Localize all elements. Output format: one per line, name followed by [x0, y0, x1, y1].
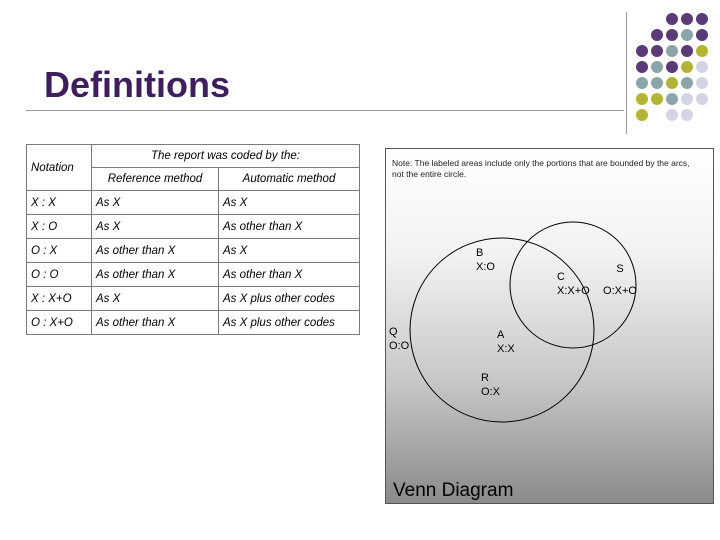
- region-r-code: O:X: [481, 386, 500, 398]
- region-b-code: X:O: [476, 261, 495, 273]
- page-title: Definitions: [44, 64, 230, 105]
- cell-reference: As other than X: [92, 263, 219, 287]
- venn-caption: Venn Diagram: [393, 480, 514, 501]
- cell-automatic: As other than X: [219, 263, 360, 287]
- region-q-label: [389, 325, 409, 353]
- header-automatic: Automatic method: [219, 168, 360, 191]
- region-q-code: O:O: [389, 340, 410, 352]
- region-a-letter: A: [497, 329, 505, 341]
- venn-note: Note: The labeled areas include only the portions that are bounded by the arcs, not the entire circle.: [392, 158, 690, 179]
- cell-automatic: As X: [219, 239, 360, 263]
- cell-reference: As X: [92, 191, 219, 215]
- region-c-label: [557, 270, 590, 298]
- header-notation: Notation: [27, 145, 92, 191]
- cell-reference: As X: [92, 287, 219, 311]
- cell-reference: As X: [92, 215, 219, 239]
- cell-automatic: As other than X: [219, 215, 360, 239]
- region-q-letter: Q: [389, 326, 398, 338]
- cell-notation: X : X: [27, 191, 92, 215]
- region-a-label: [497, 328, 515, 356]
- cell-reference: As other than X: [92, 311, 219, 335]
- header-group: The report was coded by the:: [92, 145, 360, 168]
- region-r-label: [481, 371, 500, 399]
- region-c-code: X:X+O: [557, 285, 590, 297]
- region-b-label: [476, 246, 495, 274]
- cell-automatic: As X: [219, 191, 360, 215]
- cell-automatic: As X plus other codes: [219, 287, 360, 311]
- region-s-code: O:X+O: [603, 285, 637, 297]
- region-a-code: X:X: [497, 343, 515, 355]
- region-s-letter: S: [616, 263, 624, 275]
- cell-automatic: As X plus other codes: [219, 311, 360, 335]
- region-b-letter: B: [476, 247, 484, 259]
- cell-notation: O : X: [27, 239, 92, 263]
- region-c-letter: C: [557, 271, 565, 283]
- region-s-label: [594, 262, 646, 298]
- cell-notation: O : X+O: [27, 311, 92, 335]
- cell-reference: As other than X: [92, 239, 219, 263]
- cell-notation: O : O: [27, 263, 92, 287]
- header-reference: Reference method: [92, 168, 219, 191]
- region-r-letter: R: [481, 372, 489, 384]
- cell-notation: X : O: [27, 215, 92, 239]
- cell-notation: X : X+O: [27, 287, 92, 311]
